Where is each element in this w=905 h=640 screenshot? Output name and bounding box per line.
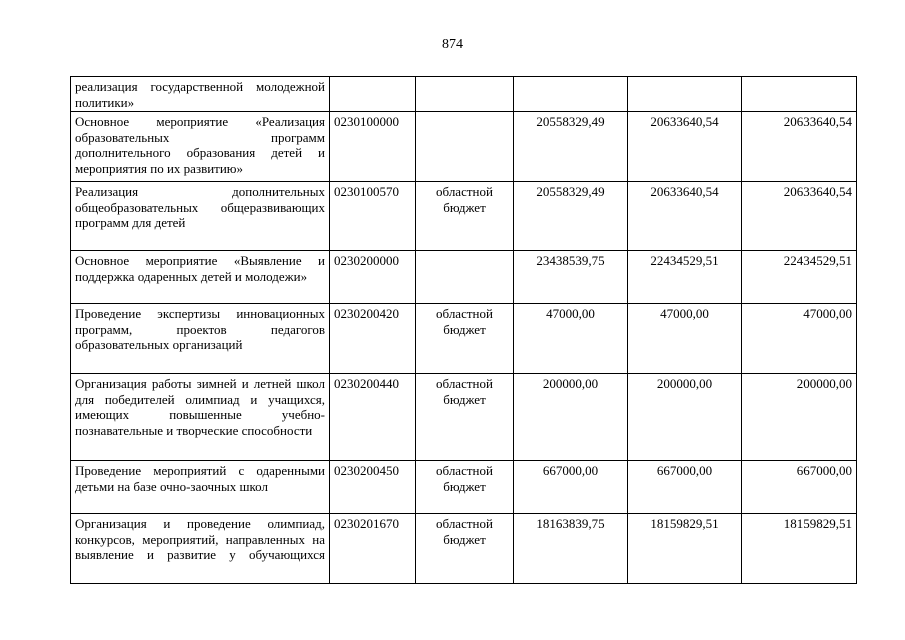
row-name: Организация и проведение олимпиад, конкурсов, мероприятий, направленных на выявление и развитие у обучающихся	[71, 514, 330, 584]
row-value-2: 200000,00	[628, 374, 742, 461]
row-value-1: 18163839,75	[514, 514, 628, 584]
row-value-2	[628, 77, 742, 112]
row-value-3: 200000,00	[742, 374, 857, 461]
row-source	[416, 77, 514, 112]
row-name: Проведение мероприятий с одаренными детьми на базе очно-заочных школ	[71, 461, 330, 514]
row-code: 0230200000	[330, 251, 416, 304]
row-source	[416, 112, 514, 182]
row-code: 0230200440	[330, 374, 416, 461]
row-source	[416, 251, 514, 304]
row-name: Проведение экспертизы инновационных программ, проектов педагогов образовательных организаций	[71, 304, 330, 374]
row-value-2: 18159829,51	[628, 514, 742, 584]
row-code: 0230200420	[330, 304, 416, 374]
row-value-2: 22434529,51	[628, 251, 742, 304]
row-value-2: 667000,00	[628, 461, 742, 514]
row-value-3: 667000,00	[742, 461, 857, 514]
row-source: областной бюджет	[416, 182, 514, 251]
row-name: реализация государственной молодежной политики»	[71, 77, 330, 112]
row-value-3: 18159829,51	[742, 514, 857, 584]
row-code	[330, 77, 416, 112]
page-number: 874	[442, 37, 463, 52]
row-code: 0230201670	[330, 514, 416, 584]
row-code: 0230200450	[330, 461, 416, 514]
table-row	[71, 304, 857, 374]
row-value-2: 20633640,54	[628, 112, 742, 182]
table-row	[71, 77, 857, 112]
table-row	[71, 374, 857, 461]
table-row	[71, 182, 857, 251]
row-name: Основное мероприятие «Выявление и поддержка одаренных детей и молодежи»	[71, 251, 330, 304]
row-source: областной бюджет	[416, 304, 514, 374]
row-value-1: 20558329,49	[514, 112, 628, 182]
row-value-1	[514, 77, 628, 112]
row-value-1: 23438539,75	[514, 251, 628, 304]
row-source: областной бюджет	[416, 374, 514, 461]
row-value-2: 20633640,54	[628, 182, 742, 251]
table-row	[71, 461, 857, 514]
row-value-3: 47000,00	[742, 304, 857, 374]
row-value-1: 47000,00	[514, 304, 628, 374]
row-code: 0230100570	[330, 182, 416, 251]
row-source: областной бюджет	[416, 514, 514, 584]
row-value-1: 200000,00	[514, 374, 628, 461]
row-code: 0230100000	[330, 112, 416, 182]
row-value-3: 22434529,51	[742, 251, 857, 304]
row-value-2: 47000,00	[628, 304, 742, 374]
row-source: областной бюджет	[416, 461, 514, 514]
table-row	[71, 251, 857, 304]
row-name: Основное мероприятие «Реализация образовательных программ дополнительного образования детей и мероприятия по их развитию»	[71, 112, 330, 182]
row-value-1: 667000,00	[514, 461, 628, 514]
row-name: Организация работы зимней и летней школ для победителей олимпиад и учащихся, имеющих повышенные учебно-познавательные и творческие способности	[71, 374, 330, 461]
budget-table	[70, 76, 857, 584]
row-name: Реализация дополнительных общеобразовательных общеразвивающих программ для детей	[71, 182, 330, 251]
table-row	[71, 514, 857, 584]
row-value-3: 20633640,54	[742, 112, 857, 182]
table-row	[71, 112, 857, 182]
row-value-3: 20633640,54	[742, 182, 857, 251]
row-value-1: 20558329,49	[514, 182, 628, 251]
row-value-3	[742, 77, 857, 112]
